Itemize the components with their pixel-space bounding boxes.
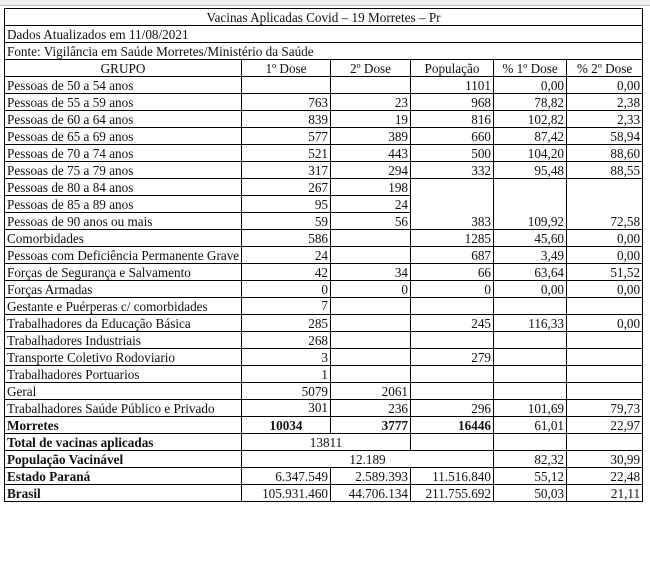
table-row bbox=[5, 128, 643, 145]
population-cell: 66 bbox=[411, 264, 494, 281]
group-cell: Forças Armadas bbox=[5, 281, 242, 298]
pct1-cell bbox=[494, 366, 567, 383]
table-row bbox=[5, 281, 643, 298]
population-cell-merged: 383 bbox=[411, 179, 494, 230]
pct1-cell: 116,33 bbox=[494, 315, 567, 332]
population-cell: 11.516.840 bbox=[411, 468, 494, 485]
dose2-cell bbox=[331, 230, 411, 247]
dose1-cell: 268 bbox=[242, 332, 331, 349]
table-row bbox=[5, 247, 643, 264]
dose1-cell bbox=[242, 77, 331, 94]
table-row bbox=[5, 349, 643, 366]
header-row bbox=[5, 60, 643, 77]
population-cell bbox=[411, 332, 494, 349]
group-cell: Pessoas com Deficiência Permanente Grave bbox=[5, 247, 242, 264]
pct2-cell: 22,97 bbox=[567, 417, 643, 434]
pct1-cell: 3,49 bbox=[494, 247, 567, 264]
pct1-cell: 102,82 bbox=[494, 111, 567, 128]
table-row-brasil bbox=[5, 485, 643, 502]
pct1-cell: 61,01 bbox=[494, 417, 567, 434]
table-row-parana bbox=[5, 468, 643, 485]
group-cell: Morretes bbox=[5, 417, 242, 434]
group-cell: Total de vacinas aplicadas bbox=[5, 434, 242, 451]
pct2-cell: 79,73 bbox=[567, 400, 643, 417]
header-pct2: % 2º Dose bbox=[567, 60, 643, 77]
group-cell: Geral bbox=[5, 383, 242, 400]
dose1-cell: 95 bbox=[242, 196, 331, 213]
table-row bbox=[5, 179, 643, 196]
dose2-cell bbox=[331, 366, 411, 383]
table-row-total bbox=[5, 434, 643, 451]
dose2-cell: 2.589.393 bbox=[331, 468, 411, 485]
group-cell: Gestante e Puérperas c/ comorbidades bbox=[5, 298, 242, 315]
pct1-cell: 78,82 bbox=[494, 94, 567, 111]
pct2-cell bbox=[567, 332, 643, 349]
pct2-cell: 2,33 bbox=[567, 111, 643, 128]
population-cell: 968 bbox=[411, 94, 494, 111]
group-cell: Pessoas de 75 a 79 anos bbox=[5, 162, 242, 179]
table-row bbox=[5, 77, 643, 94]
table-row bbox=[5, 111, 643, 128]
table-title: Vacinas Aplicadas Covid – 19 Morretes – Pr bbox=[5, 9, 643, 26]
source-row bbox=[5, 43, 643, 60]
dose1-cell: 59 bbox=[242, 213, 331, 230]
pct2-cell: 88,60 bbox=[567, 145, 643, 162]
pct2-cell: 0,00 bbox=[567, 247, 643, 264]
pct2-cell: 2,38 bbox=[567, 94, 643, 111]
updated-row bbox=[5, 26, 643, 43]
dose2-cell: 443 bbox=[331, 145, 411, 162]
dose1-cell: 7 bbox=[242, 298, 331, 315]
pct1-cell: 45,60 bbox=[494, 230, 567, 247]
dose1-cell: 301 bbox=[242, 400, 331, 417]
dose1-cell: 577 bbox=[242, 128, 331, 145]
dose2-cell: 2061 bbox=[331, 383, 411, 400]
vaccinable-value-cell: 12.189 bbox=[242, 451, 494, 468]
pct2-cell: 58,94 bbox=[567, 128, 643, 145]
population-cell: 660 bbox=[411, 128, 494, 145]
group-cell: Estado Paraná bbox=[5, 468, 242, 485]
table-row bbox=[5, 383, 643, 400]
dose2-cell: 0 bbox=[331, 281, 411, 298]
pct2-cell: 21,11 bbox=[567, 485, 643, 502]
group-cell: Pessoas de 70 a 74 anos bbox=[5, 145, 242, 162]
population-cell: 332 bbox=[411, 162, 494, 179]
dose1-cell: 24 bbox=[242, 247, 331, 264]
dose2-cell: 19 bbox=[331, 111, 411, 128]
group-cell: População Vacinável bbox=[5, 451, 242, 468]
dose1-cell: 1 bbox=[242, 366, 331, 383]
dose2-cell bbox=[331, 298, 411, 315]
dose2-cell: 24 bbox=[331, 196, 411, 213]
dose2-cell: 198 bbox=[331, 179, 411, 196]
header-dose2: 2º Dose bbox=[331, 60, 411, 77]
group-cell: Comorbidades bbox=[5, 230, 242, 247]
dose2-cell: 3777 bbox=[331, 417, 411, 434]
population-cell: 1101 bbox=[411, 77, 494, 94]
pct1-cell-merged: 109,92 bbox=[494, 179, 567, 230]
group-cell: Trabalhadores Portuarios bbox=[5, 366, 242, 383]
pct2-cell bbox=[567, 366, 643, 383]
pct1-cell: 104,20 bbox=[494, 145, 567, 162]
dose1-cell: 0 bbox=[242, 281, 331, 298]
dose1-cell: 3 bbox=[242, 349, 331, 366]
population-cell bbox=[411, 383, 494, 400]
table-row bbox=[5, 332, 643, 349]
dose1-cell: 763 bbox=[242, 94, 331, 111]
dose1-cell: 42 bbox=[242, 264, 331, 281]
pct2-cell: 88,55 bbox=[567, 162, 643, 179]
column-header-strip bbox=[0, 0, 650, 6]
pct2-cell bbox=[567, 383, 643, 400]
dose1-cell: 6.347.549 bbox=[242, 468, 331, 485]
pct2-cell: 0,00 bbox=[567, 230, 643, 247]
dose1-cell: 317 bbox=[242, 162, 331, 179]
table-row-morretes bbox=[5, 417, 643, 434]
table-row bbox=[5, 366, 643, 383]
group-cell: Trabalhadores da Educação Básica bbox=[5, 315, 242, 332]
pct1-cell bbox=[494, 332, 567, 349]
pct2-cell: 0,00 bbox=[567, 281, 643, 298]
pct1-cell: 55,12 bbox=[494, 468, 567, 485]
group-cell: Transporte Coletivo Rodoviario bbox=[5, 349, 242, 366]
dose2-cell: 34 bbox=[331, 264, 411, 281]
population-cell bbox=[411, 434, 494, 451]
dose1-cell: 285 bbox=[242, 315, 331, 332]
pct1-cell: 82,32 bbox=[494, 451, 567, 468]
pct2-cell: 51,52 bbox=[567, 264, 643, 281]
pct2-cell: 30,99 bbox=[567, 451, 643, 468]
group-cell: Pessoas de 90 anos ou mais bbox=[5, 213, 242, 230]
header-population: População bbox=[411, 60, 494, 77]
population-cell: 816 bbox=[411, 111, 494, 128]
total-value-cell: 13811 bbox=[242, 434, 411, 451]
group-cell: Brasil bbox=[5, 485, 242, 502]
population-cell: 211.755.692 bbox=[411, 485, 494, 502]
pct1-cell bbox=[494, 349, 567, 366]
dose2-cell bbox=[331, 349, 411, 366]
population-cell: 0 bbox=[411, 281, 494, 298]
table-row bbox=[5, 145, 643, 162]
group-cell: Pessoas de 65 a 69 anos bbox=[5, 128, 242, 145]
dose1-cell: 839 bbox=[242, 111, 331, 128]
pct1-cell: 87,42 bbox=[494, 128, 567, 145]
group-cell: Forças de Segurança e Salvamento bbox=[5, 264, 242, 281]
dose2-cell bbox=[331, 315, 411, 332]
population-cell: 687 bbox=[411, 247, 494, 264]
header-group: GRUPO bbox=[5, 60, 242, 77]
header-pct1: % 1º Dose bbox=[494, 60, 567, 77]
table-row bbox=[5, 400, 643, 417]
dose1-cell: 105.931.460 bbox=[242, 485, 331, 502]
pct1-cell bbox=[494, 434, 567, 451]
group-cell: Pessoas de 55 a 59 anos bbox=[5, 94, 242, 111]
pct2-cell: 0,00 bbox=[567, 77, 643, 94]
dose1-cell: 521 bbox=[242, 145, 331, 162]
pct1-cell: 63,64 bbox=[494, 264, 567, 281]
dose2-cell: 44.706.134 bbox=[331, 485, 411, 502]
group-cell: Pessoas de 60 a 64 anos bbox=[5, 111, 242, 128]
table-row bbox=[5, 230, 643, 247]
pct1-cell: 50,03 bbox=[494, 485, 567, 502]
population-cell bbox=[411, 366, 494, 383]
pct1-cell bbox=[494, 383, 567, 400]
dose2-cell: 56 bbox=[331, 213, 411, 230]
dose2-cell bbox=[331, 247, 411, 264]
dose2-cell bbox=[331, 77, 411, 94]
vaccine-table bbox=[4, 8, 643, 502]
group-cell: Pessoas de 80 a 84 anos bbox=[5, 179, 242, 196]
dose2-cell: 294 bbox=[331, 162, 411, 179]
pct2-cell-merged: 72,58 bbox=[567, 179, 643, 230]
pct1-cell bbox=[494, 298, 567, 315]
pct2-cell bbox=[567, 349, 643, 366]
table-row bbox=[5, 315, 643, 332]
population-cell: 279 bbox=[411, 349, 494, 366]
dose1-cell: 5079 bbox=[242, 383, 331, 400]
group-cell: Trabalhadores Saúde Público e Privado bbox=[5, 400, 242, 417]
pct1-cell: 95,48 bbox=[494, 162, 567, 179]
title-row bbox=[5, 9, 643, 26]
table-row bbox=[5, 94, 643, 111]
dose2-cell bbox=[331, 332, 411, 349]
header-dose1: 1º Dose bbox=[242, 60, 331, 77]
pct2-cell: 22,48 bbox=[567, 468, 643, 485]
population-cell: 1285 bbox=[411, 230, 494, 247]
population-cell bbox=[411, 298, 494, 315]
group-cell: Pessoas de 50 a 54 anos bbox=[5, 77, 242, 94]
source-text: Fonte: Vigilância em Saúde Morretes/Ministério da Saúde bbox=[5, 43, 643, 60]
group-cell: Pessoas de 85 a 89 anos bbox=[5, 196, 242, 213]
table-row bbox=[5, 162, 643, 179]
population-cell: 296 bbox=[411, 400, 494, 417]
dose2-cell: 23 bbox=[331, 94, 411, 111]
dose2-cell: 389 bbox=[331, 128, 411, 145]
pct2-cell bbox=[567, 434, 643, 451]
dose1-cell: 267 bbox=[242, 179, 331, 196]
group-cell: Trabalhadores Industriais bbox=[5, 332, 242, 349]
pct1-cell: 0,00 bbox=[494, 77, 567, 94]
updated-text: Dados Atualizados em 11/08/2021 bbox=[5, 26, 643, 43]
dose2-cell: 236 bbox=[331, 400, 411, 417]
table-row-vaccinable bbox=[5, 451, 643, 468]
population-cell: 500 bbox=[411, 145, 494, 162]
population-cell: 245 bbox=[411, 315, 494, 332]
pct2-cell bbox=[567, 298, 643, 315]
table-row bbox=[5, 264, 643, 281]
pct1-cell: 101,69 bbox=[494, 400, 567, 417]
population-cell: 16446 bbox=[411, 417, 494, 434]
dose1-cell: 10034 bbox=[242, 417, 331, 434]
pct2-cell: 0,00 bbox=[567, 315, 643, 332]
pct1-cell: 0,00 bbox=[494, 281, 567, 298]
table-row bbox=[5, 298, 643, 315]
dose1-cell: 586 bbox=[242, 230, 331, 247]
